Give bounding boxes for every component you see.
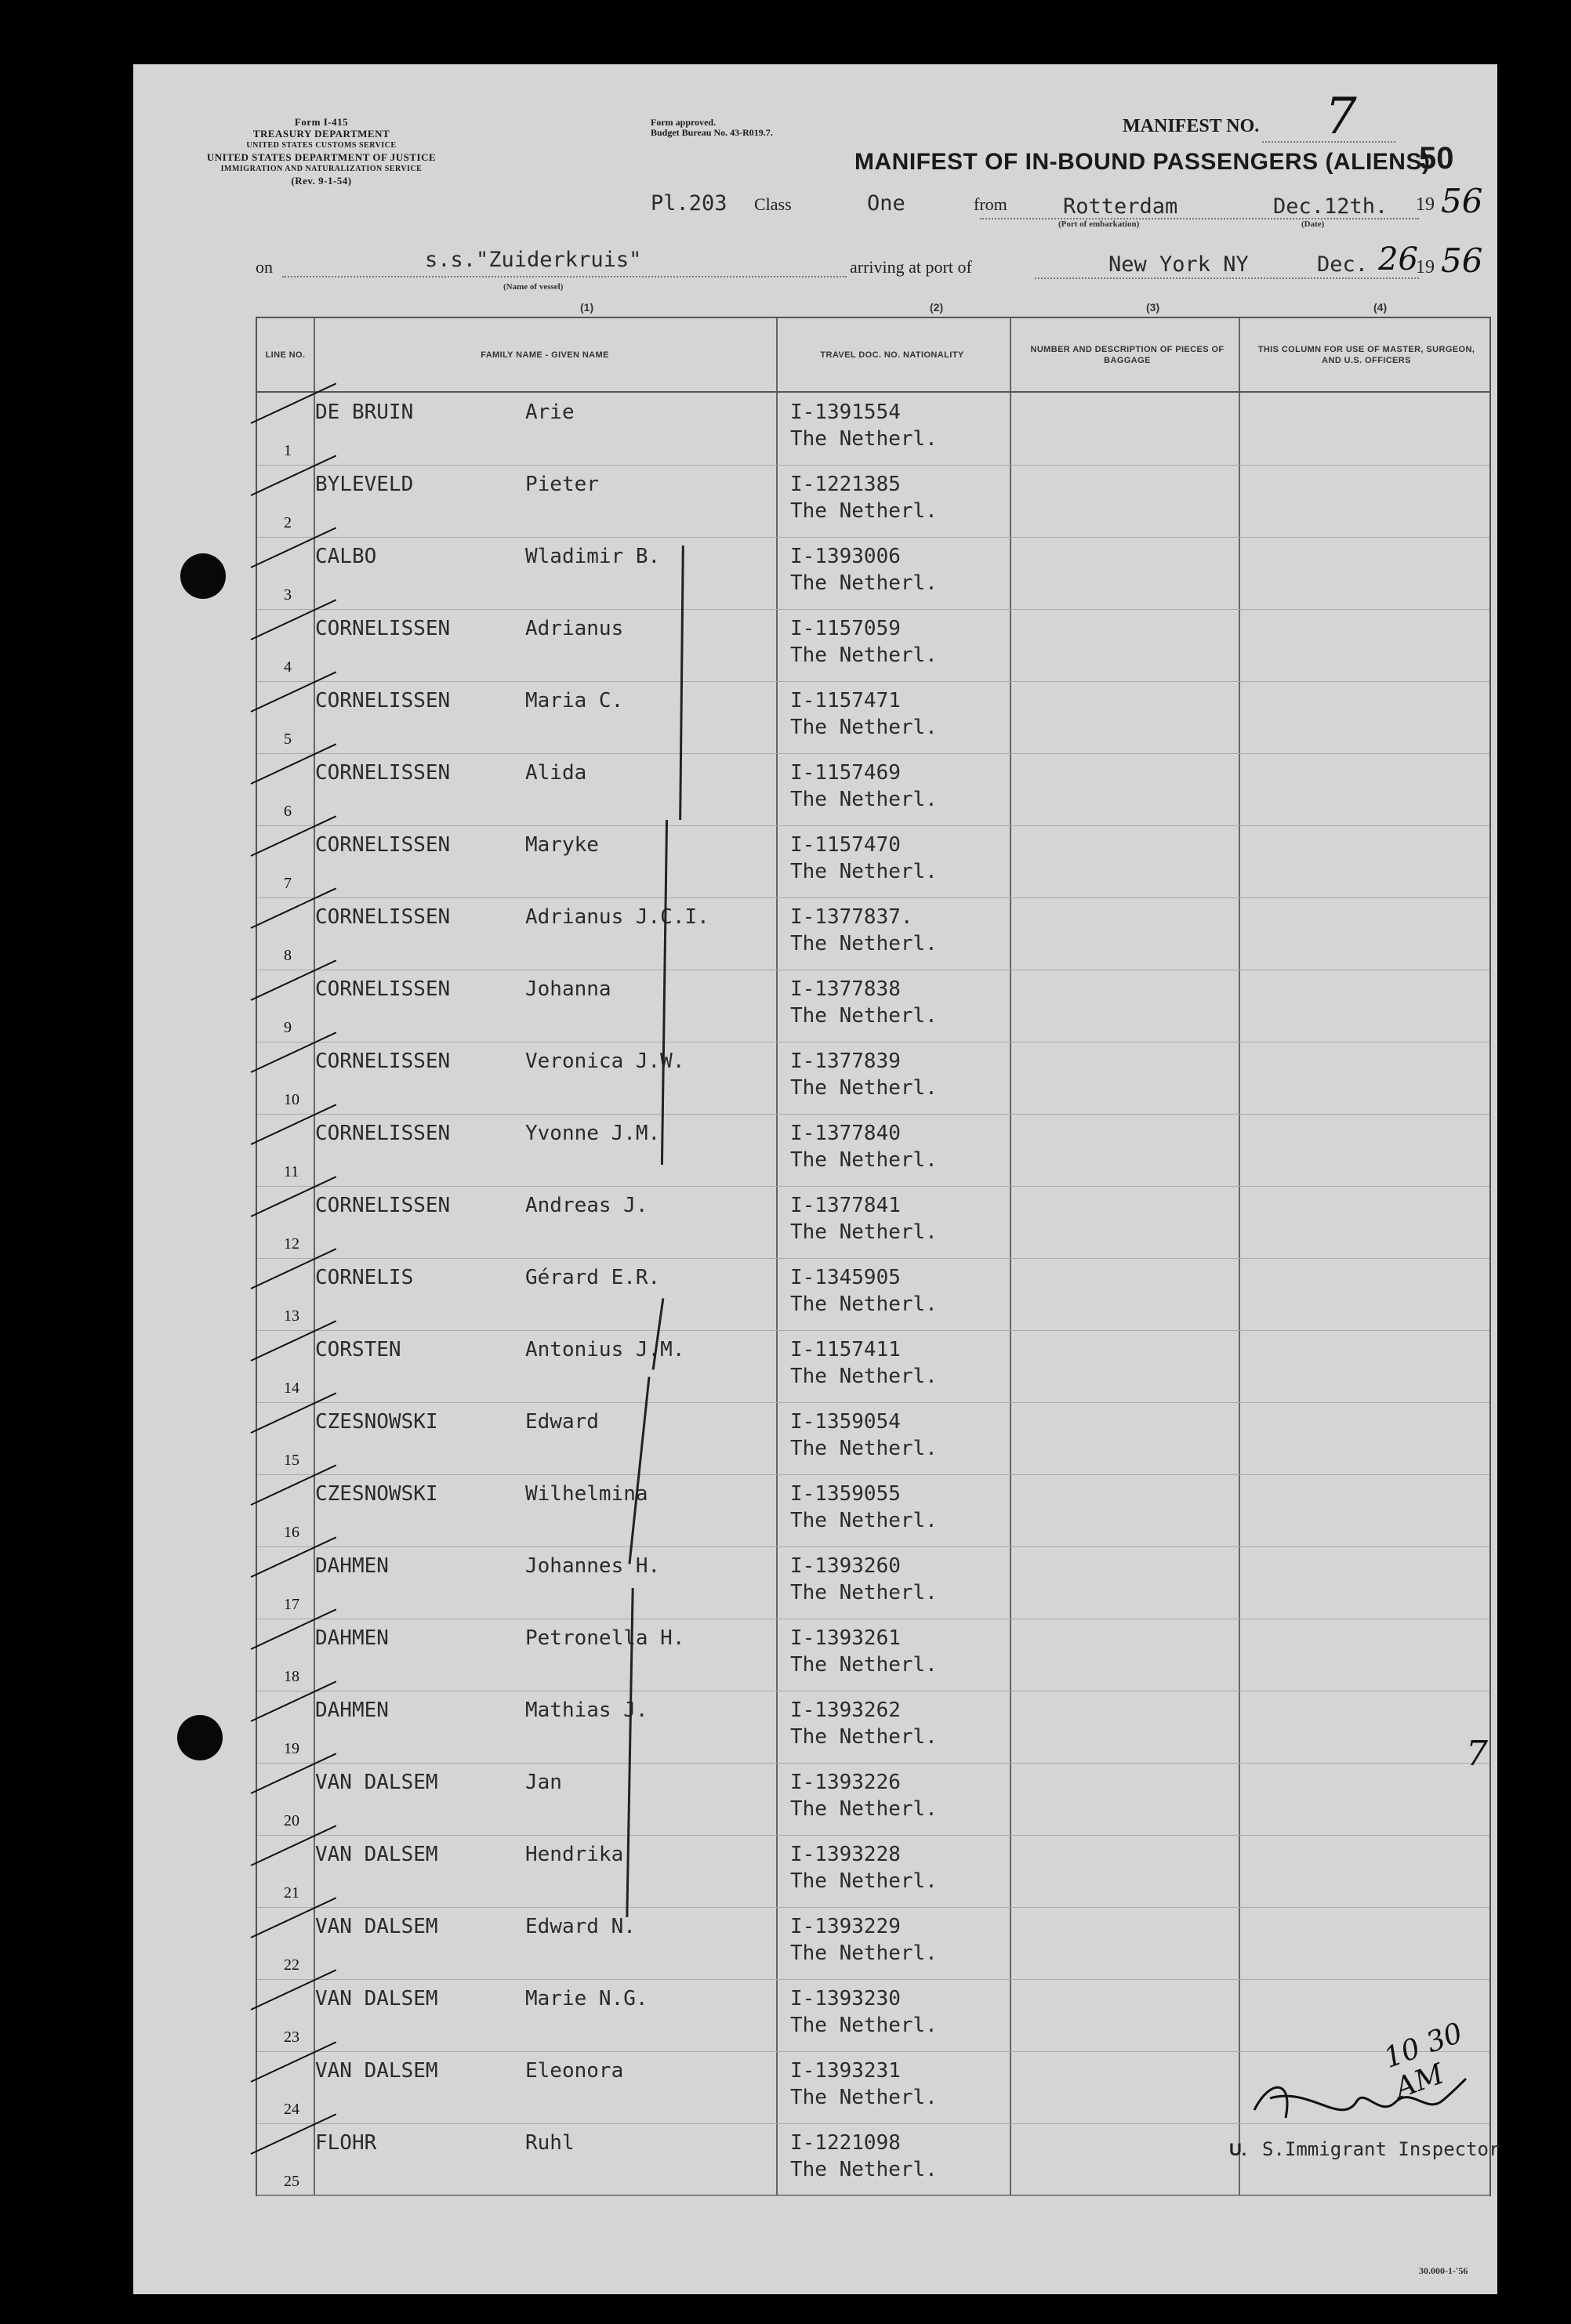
family-name: CZESNOWSKI [315, 1410, 438, 1434]
travel-doc-cell [790, 832, 938, 885]
travel-doc-number: I-1391554 [790, 401, 901, 424]
arrival-date: Dec. [1317, 252, 1369, 277]
pier-number: Pl.203 [651, 191, 727, 216]
family-name: CORNELISSEN [315, 617, 451, 640]
travel-doc-cell [790, 2130, 938, 2183]
given-name: Yvonne J.M. [525, 1122, 661, 1145]
travel-doc-cell [790, 760, 938, 813]
port-of-embarkation: Rotterdam [1063, 194, 1178, 219]
given-name: Petronella H. [525, 1626, 685, 1650]
given-name: Mathias J. [525, 1699, 648, 1722]
nationality: The Netherl. [790, 1653, 938, 1677]
travel-doc-cell [790, 1625, 938, 1678]
family-name: BYLEVELD [315, 473, 414, 496]
table-row [257, 537, 1489, 610]
col-number-3: (3) [1146, 301, 1160, 314]
table-row [257, 393, 1489, 466]
line-number: 22 [284, 1956, 299, 1974]
table-row [257, 1474, 1489, 1547]
arrival-port: New York NY [1108, 252, 1249, 277]
line-number: 6 [284, 803, 292, 820]
table-row [257, 1186, 1489, 1259]
arrival-day-handwritten: 26 [1378, 241, 1418, 277]
family-name: VAN DALSEM [315, 1771, 438, 1794]
travel-doc-number: I-1377841 [790, 1194, 901, 1217]
travel-doc-number: I-1377839 [790, 1050, 901, 1073]
travel-doc-cell [790, 543, 938, 596]
on-label: on [256, 257, 273, 277]
year-handwritten-2: 56 [1441, 241, 1483, 280]
header-name: FAMILY NAME - GIVEN NAME [481, 350, 609, 360]
line-number: 20 [284, 1812, 299, 1829]
travel-doc-cell [790, 1553, 938, 1606]
family-name: VAN DALSEM [315, 1915, 438, 1938]
given-name: Ruhl [525, 2131, 575, 2155]
nationality: The Netherl. [790, 860, 938, 883]
travel-doc-number: I-1157470 [790, 833, 901, 857]
arrival-line [1035, 277, 1419, 279]
vessel-name: s.s."Zuiderkruis" [425, 248, 642, 272]
travel-doc-cell [790, 1769, 938, 1822]
given-name: Alida [525, 761, 587, 785]
departure-date: Dec.12th. [1273, 194, 1388, 219]
family-name: DE BRUIN [315, 401, 414, 424]
given-name: Veronica J.W. [525, 1050, 685, 1073]
nationality: The Netherl. [790, 1004, 938, 1028]
line-number: 10 [284, 1091, 299, 1108]
travel-doc-number: I-1157411 [790, 1338, 901, 1361]
table-row [257, 1114, 1489, 1187]
inspector-title: S.Immigrant Inspector [1262, 2138, 1500, 2160]
given-name: Marie N.G. [525, 1987, 648, 2010]
line-number: 18 [284, 1668, 299, 1685]
travel-doc-number: I-1359055 [790, 1482, 901, 1506]
nationality: The Netherl. [790, 499, 938, 523]
line-number: 8 [284, 947, 292, 964]
form-number: Form I-415 [294, 116, 349, 128]
family-name: CORNELISSEN [315, 977, 451, 1001]
line-number: 16 [284, 1524, 299, 1541]
travel-doc-cell [790, 976, 938, 1029]
date-caption: (Date) [1301, 219, 1325, 229]
family-name: CZESNOWSKI [315, 1482, 438, 1506]
inspector-signature [1246, 2071, 1474, 2134]
family-name: CORNELISSEN [315, 1122, 451, 1145]
nationality: The Netherl. [790, 644, 938, 667]
given-name: Eleonora [525, 2059, 624, 2083]
travel-doc-cell [790, 1264, 938, 1318]
line-number: 19 [284, 1740, 299, 1757]
manifest-title: MANIFEST OF IN-BOUND PASSENGERS (ALIENS) [854, 149, 1431, 175]
vessel-caption: (Name of vessel) [503, 282, 564, 292]
margin-mark: 7 [1466, 1734, 1488, 1774]
travel-doc-number: I-1393226 [790, 1771, 901, 1794]
table-row [257, 1402, 1489, 1475]
nationality: The Netherl. [790, 1797, 938, 1821]
arriving-label: arriving at port of [850, 257, 972, 277]
nationality: The Netherl. [790, 1869, 938, 1893]
travel-doc-number: I-1393231 [790, 2059, 901, 2083]
table-row [257, 825, 1489, 898]
given-name: Johannes H. [525, 1554, 661, 1578]
travel-doc-cell [790, 1913, 938, 1967]
travel-doc-number: I-1221385 [790, 473, 901, 496]
line-number: 5 [284, 731, 292, 748]
table-row [257, 897, 1489, 970]
family-name: VAN DALSEM [315, 1843, 438, 1866]
line-number: 3 [284, 586, 292, 604]
travel-doc-number: I-1393230 [790, 1987, 901, 2010]
family-name: CORNELISSEN [315, 689, 451, 712]
form-approved: Form approved. [651, 117, 717, 128]
nationality: The Netherl. [790, 2158, 938, 2181]
family-name: VAN DALSEM [315, 1987, 438, 2010]
family-name: CORNELIS [315, 1266, 414, 1289]
given-name: Edward N. [525, 1915, 636, 1938]
given-name: Andreas J. [525, 1194, 648, 1217]
line-number: 17 [284, 1596, 299, 1613]
travel-doc-cell [790, 471, 938, 524]
table-row [257, 681, 1489, 754]
manifest-label: MANIFEST NO. [1123, 116, 1260, 136]
travel-doc-cell [790, 1048, 938, 1101]
given-name: Edward [525, 1410, 599, 1434]
table-row [257, 1907, 1489, 1980]
nationality: The Netherl. [790, 716, 938, 739]
family-name: DAHMEN [315, 1699, 389, 1722]
footer-print-code: 30.000-1-'56 [1419, 2265, 1468, 2276]
given-name: Antonius J.M. [525, 1338, 685, 1361]
nationality: The Netherl. [790, 1509, 938, 1532]
travel-doc-number: I-1393229 [790, 1915, 901, 1938]
given-name: Hendrika [525, 1843, 624, 1866]
travel-doc-number: I-1393262 [790, 1699, 901, 1722]
family-name: CORNELISSEN [315, 905, 451, 929]
family-name: VAN DALSEM [315, 2059, 438, 2083]
travel-doc-number: I-1377840 [790, 1122, 901, 1145]
nationality: The Netherl. [790, 1437, 938, 1460]
nationality: The Netherl. [790, 2086, 938, 2109]
given-name: Maria C. [525, 689, 624, 712]
treasury-dept: TREASURY DEPARTMENT [252, 128, 390, 140]
travel-doc-number: I-1157471 [790, 689, 901, 712]
table-row [257, 1763, 1489, 1836]
manifest-page [133, 64, 1500, 2294]
travel-doc-number: I-1393006 [790, 545, 901, 568]
travel-doc-cell [790, 615, 938, 669]
nationality: The Netherl. [790, 1293, 938, 1316]
line-number: 23 [284, 2029, 299, 2046]
travel-doc-number: I-1393228 [790, 1843, 901, 1866]
given-name: Arie [525, 401, 575, 424]
customs-service: UNITED STATES CUSTOMS SERVICE [246, 141, 397, 150]
line-number: 13 [284, 1307, 299, 1325]
col-number-4: (4) [1373, 301, 1388, 314]
year-prefix-2: 19 [1416, 257, 1435, 277]
given-name: Pieter [525, 473, 599, 496]
given-name: Wilhelmina [525, 1482, 648, 1506]
nationality: The Netherl. [790, 1725, 938, 1749]
travel-doc-number: I-1377837. [790, 905, 913, 929]
line-number: 2 [284, 514, 292, 531]
vessel-line [282, 276, 847, 277]
line-number: 4 [284, 658, 292, 676]
header-line-no: LINE NO. [265, 350, 306, 360]
line-number: 11 [284, 1163, 299, 1180]
travel-doc-number: I-1359054 [790, 1410, 901, 1434]
travel-doc-cell [790, 1336, 938, 1390]
travel-doc-number: I-1393261 [790, 1626, 901, 1650]
nationality: The Netherl. [790, 427, 938, 451]
justice-dept: UNITED STATES DEPARTMENT OF JUSTICE [206, 151, 437, 163]
family-name: CORNELISSEN [315, 1050, 451, 1073]
family-name: CORNELISSEN [315, 833, 451, 857]
travel-doc-number: I-1157059 [790, 617, 901, 640]
ins-service: IMMIGRATION AND NATURALIZATION SERVICE [220, 165, 423, 173]
travel-doc-cell [790, 1841, 938, 1894]
travel-doc-cell [790, 399, 938, 452]
from-line [980, 218, 1419, 219]
line-number: 12 [284, 1235, 299, 1253]
family-name: FLOHR [315, 2131, 377, 2155]
table-row [257, 1619, 1489, 1691]
given-name: Adrianus J.C.I. [525, 905, 709, 929]
travel-doc-cell [790, 2058, 938, 2111]
punch-hole-top [180, 553, 226, 599]
line-number: 15 [284, 1452, 299, 1469]
table-row [257, 465, 1489, 538]
travel-doc-number: I-1221098 [790, 2131, 901, 2155]
manifest-number: 7 [1325, 88, 1357, 146]
port-embark-caption: (Port of embarkation) [1058, 219, 1140, 229]
table-row [257, 1546, 1489, 1619]
form-header-left [204, 116, 439, 187]
family-name: DAHMEN [315, 1554, 389, 1578]
family-name: CALBO [315, 545, 377, 568]
nationality: The Netherl. [790, 932, 938, 955]
table-row [257, 609, 1489, 682]
table-row [257, 1979, 1489, 2052]
from-label: from [974, 194, 1007, 214]
passenger-table [256, 317, 1491, 2196]
header-officers: THIS COLUMN FOR USE OF MASTER, SURGEON, AND U.S. OFFICERS [1257, 344, 1475, 365]
travel-doc-number: I-1393260 [790, 1554, 901, 1578]
given-name: Gérard E.R. [525, 1266, 661, 1289]
approval-block [651, 118, 773, 138]
given-name: Jan [525, 1771, 562, 1794]
nationality: The Netherl. [790, 1220, 938, 1244]
col-number-1: (1) [580, 301, 594, 314]
travel-doc-cell [790, 904, 938, 957]
family-name: DAHMEN [315, 1626, 389, 1650]
given-name: Wladimir B. [525, 545, 661, 568]
revision-date: (Rev. 9-1-54) [291, 175, 352, 187]
punch-hole-bottom [177, 1715, 223, 1760]
line-number: 1 [284, 442, 292, 459]
class-label: Class [754, 194, 792, 214]
travel-doc-cell [790, 1481, 938, 1534]
travel-doc-cell [790, 1985, 938, 2039]
nationality: The Netherl. [790, 1581, 938, 1604]
year-handwritten-1: 56 [1441, 182, 1483, 220]
travel-doc-cell [790, 1697, 938, 1750]
nationality: The Netherl. [790, 1148, 938, 1172]
manifest-no-line [1262, 141, 1395, 143]
table-row [257, 970, 1489, 1042]
travel-doc-number: I-1377838 [790, 977, 901, 1001]
travel-doc-cell [790, 1192, 938, 1245]
travel-doc-cell [790, 687, 938, 741]
page-number: 50 [1419, 141, 1454, 176]
table-row [257, 1042, 1489, 1115]
nationality: The Netherl. [790, 571, 938, 595]
nationality: The Netherl. [790, 1365, 938, 1388]
travel-doc-cell [790, 1409, 938, 1462]
line-number: 25 [284, 2173, 299, 2190]
nationality: The Netherl. [790, 1076, 938, 1100]
travel-doc-number: I-1345905 [790, 1266, 901, 1289]
year-prefix-1: 19 [1416, 194, 1435, 215]
family-name: CORSTEN [315, 1338, 401, 1361]
line-number: 14 [284, 1380, 299, 1397]
time-note: 10 30 AM [1380, 2017, 1468, 2105]
header-baggage: NUMBER AND DESCRIPTION OF PIECES OF BAGGAGE [1030, 344, 1225, 365]
given-name: Johanna [525, 977, 611, 1001]
nationality: The Netherl. [790, 1942, 938, 1965]
line-number: 7 [284, 875, 292, 892]
table-row [257, 1691, 1489, 1764]
given-name: Maryke [525, 833, 599, 857]
line-number: 9 [284, 1019, 292, 1036]
table-row [257, 1835, 1489, 1908]
travel-doc-cell [790, 1120, 938, 1173]
inspector-prefix: U. [1229, 2140, 1246, 2159]
line-number: 24 [284, 2101, 299, 2118]
nationality: The Netherl. [790, 2014, 938, 2037]
table-row [257, 753, 1489, 826]
nationality: The Netherl. [790, 788, 938, 811]
table-row [257, 1330, 1489, 1403]
travel-doc-number: I-1157469 [790, 761, 901, 785]
line-number: 21 [284, 1884, 299, 1902]
header-doc: TRAVEL DOC. NO. NATIONALITY [820, 350, 964, 360]
class-value: One [867, 191, 905, 216]
budget-bureau: Budget Bureau No. 43-R019.7. [651, 127, 773, 138]
given-name: Adrianus [525, 617, 624, 640]
family-name: CORNELISSEN [315, 761, 451, 785]
col-number-2: (2) [930, 301, 944, 314]
table-row [257, 1258, 1489, 1331]
family-name: CORNELISSEN [315, 1194, 451, 1217]
